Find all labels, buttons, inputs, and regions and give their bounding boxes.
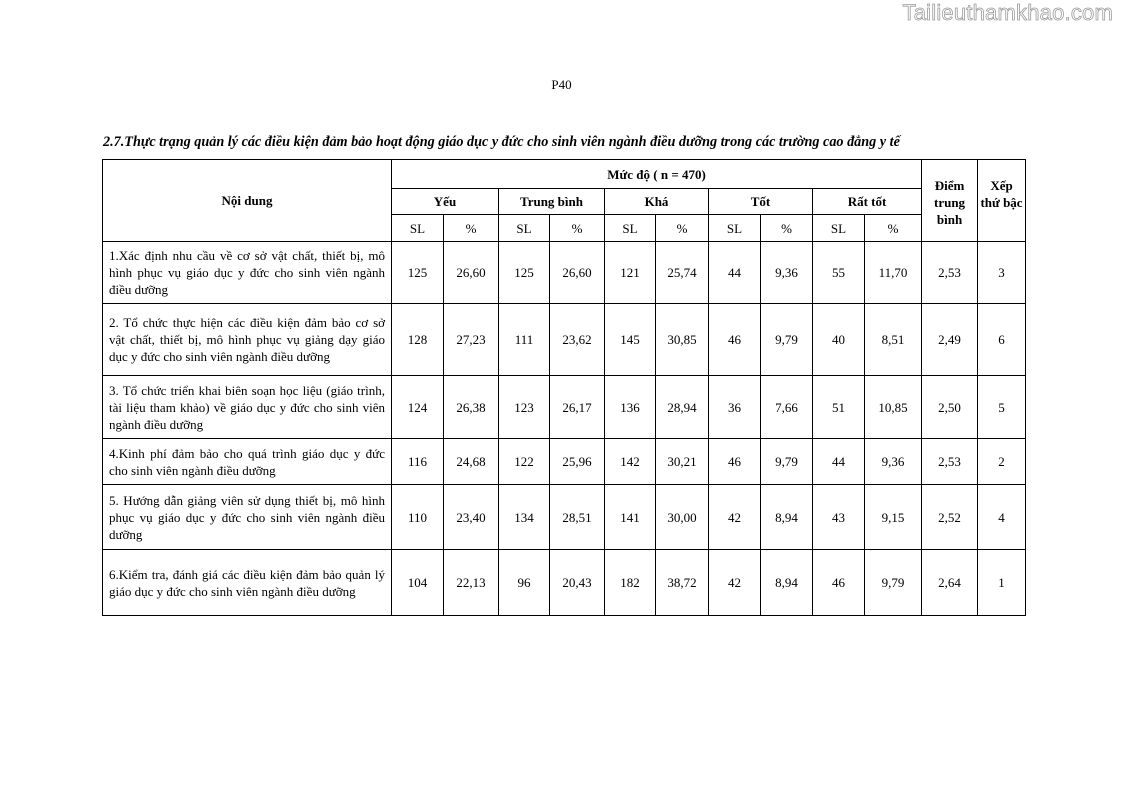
header-level: Mức độ ( n = 470) [392,160,922,189]
cell-percent: 23,62 [550,304,605,376]
cell-percent: 8,51 [865,304,922,376]
table-row [103,485,1026,550]
section-title: 2.7.Thực trạng quản lý các điều kiện đảm bảo hoạt động giáo dục y đức cho sinh viên ngành điều dưỡng trong các trường cao đẳng y tế [103,134,900,150]
cell-percent: 26,17 [550,376,605,439]
cell-mean: 2,64 [922,550,978,616]
header-row-1 [103,160,1026,189]
row-content: 2. Tổ chức thực hiện các điều kiện đảm bảo cơ sở vật chất, thiết bị, mô hình phục vụ giảng dạy giáo dục y đức cho sinh viên ngành điều dưỡng [103,304,392,376]
cell-count: 141 [605,485,656,550]
table-body [103,242,1026,616]
cell-count: 116 [392,439,444,485]
cell-count: 55 [813,242,865,304]
header-sl: SL [709,215,761,242]
cell-percent: 11,70 [865,242,922,304]
cell-percent: 9,79 [865,550,922,616]
row-content: 5. Hướng dẫn giảng viên sử dụng thiết bị, mô hình phục vụ giáo dục y đức cho sinh viên ngành điều dưỡng [103,485,392,550]
cell-percent: 30,00 [656,485,709,550]
cell-mean: 2,50 [922,376,978,439]
cell-percent: 26,60 [550,242,605,304]
cell-percent: 38,72 [656,550,709,616]
table-row [103,304,1026,376]
cell-count: 44 [813,439,865,485]
cell-count: 142 [605,439,656,485]
header-content: Nội dung [103,160,392,242]
cell-percent: 25,96 [550,439,605,485]
header-percent: % [656,215,709,242]
cell-count: 46 [709,439,761,485]
cell-percent: 9,79 [761,304,813,376]
cell-mean: 2,52 [922,485,978,550]
watermark: Tailieuthamkhao.com [902,0,1113,25]
cell-percent: 23,40 [444,485,499,550]
cell-rank: 6 [978,304,1026,376]
cell-percent: 30,85 [656,304,709,376]
cell-count: 136 [605,376,656,439]
cell-percent: 27,23 [444,304,499,376]
row-content: 6.Kiểm tra, đánh giá các điều kiện đảm bảo quản lý giáo dục y đức cho sinh viên ngành điều dưỡng [103,550,392,616]
cell-count: 122 [499,439,550,485]
cell-percent: 26,60 [444,242,499,304]
cell-mean: 2,49 [922,304,978,376]
cell-rank: 2 [978,439,1026,485]
header-sl: SL [499,215,550,242]
cell-count: 145 [605,304,656,376]
cell-percent: 28,51 [550,485,605,550]
cell-rank: 4 [978,485,1026,550]
header-sl: SL [392,215,444,242]
cell-percent: 26,38 [444,376,499,439]
cell-percent: 20,43 [550,550,605,616]
row-content: 3. Tổ chức triển khai biên soạn học liệu (giáo trình, tài liệu tham khảo) về giáo dục y đức cho sinh viên ngành điều dưỡng [103,376,392,439]
cell-count: 121 [605,242,656,304]
header-level-name: Rất tốt [813,189,922,215]
cell-count: 42 [709,550,761,616]
row-content: 1.Xác định nhu cầu về cơ sở vật chất, thiết bị, mô hình phục vụ giáo dục y đức cho sinh viên ngành điều dưỡng [103,242,392,304]
cell-rank: 5 [978,376,1026,439]
cell-percent: 8,94 [761,550,813,616]
cell-count: 111 [499,304,550,376]
page-number: P40 [551,77,572,92]
header-percent: % [550,215,605,242]
row-content: 4.Kinh phí đảm bảo cho quá trình giáo dục y đức cho sinh viên ngành điều dưỡng [103,439,392,485]
cell-percent: 7,66 [761,376,813,439]
cell-count: 128 [392,304,444,376]
cell-count: 96 [499,550,550,616]
cell-count: 46 [709,304,761,376]
cell-count: 110 [392,485,444,550]
header-sl: SL [605,215,656,242]
cell-percent: 9,15 [865,485,922,550]
header-level-name: Trung bình [499,189,605,215]
cell-count: 182 [605,550,656,616]
table-row [103,376,1026,439]
header-level-name: Tốt [709,189,813,215]
header-sl: SL [813,215,865,242]
cell-percent: 28,94 [656,376,709,439]
cell-percent: 9,36 [761,242,813,304]
cell-count: 51 [813,376,865,439]
cell-percent: 25,74 [656,242,709,304]
header-percent: % [865,215,922,242]
cell-count: 134 [499,485,550,550]
cell-percent: 24,68 [444,439,499,485]
cell-count: 36 [709,376,761,439]
survey-table [102,159,1026,616]
cell-count: 125 [499,242,550,304]
cell-rank: 3 [978,242,1026,304]
header-rank: Xếp thứ bậc [978,160,1026,242]
cell-count: 104 [392,550,444,616]
header-level-name: Khá [605,189,709,215]
table-row [103,439,1026,485]
cell-count: 46 [813,550,865,616]
table-row [103,550,1026,616]
header-mean: Điểm trung bình [922,160,978,242]
cell-mean: 2,53 [922,242,978,304]
cell-count: 42 [709,485,761,550]
cell-percent: 30,21 [656,439,709,485]
cell-count: 123 [499,376,550,439]
cell-count: 40 [813,304,865,376]
header-percent: % [444,215,499,242]
cell-count: 124 [392,376,444,439]
cell-percent: 22,13 [444,550,499,616]
table-row [103,242,1026,304]
cell-count: 44 [709,242,761,304]
cell-percent: 9,36 [865,439,922,485]
cell-rank: 1 [978,550,1026,616]
cell-percent: 8,94 [761,485,813,550]
header-level-name: Yếu [392,189,499,215]
cell-mean: 2,53 [922,439,978,485]
cell-count: 43 [813,485,865,550]
cell-percent: 10,85 [865,376,922,439]
cell-percent: 9,79 [761,439,813,485]
cell-count: 125 [392,242,444,304]
header-percent: % [761,215,813,242]
